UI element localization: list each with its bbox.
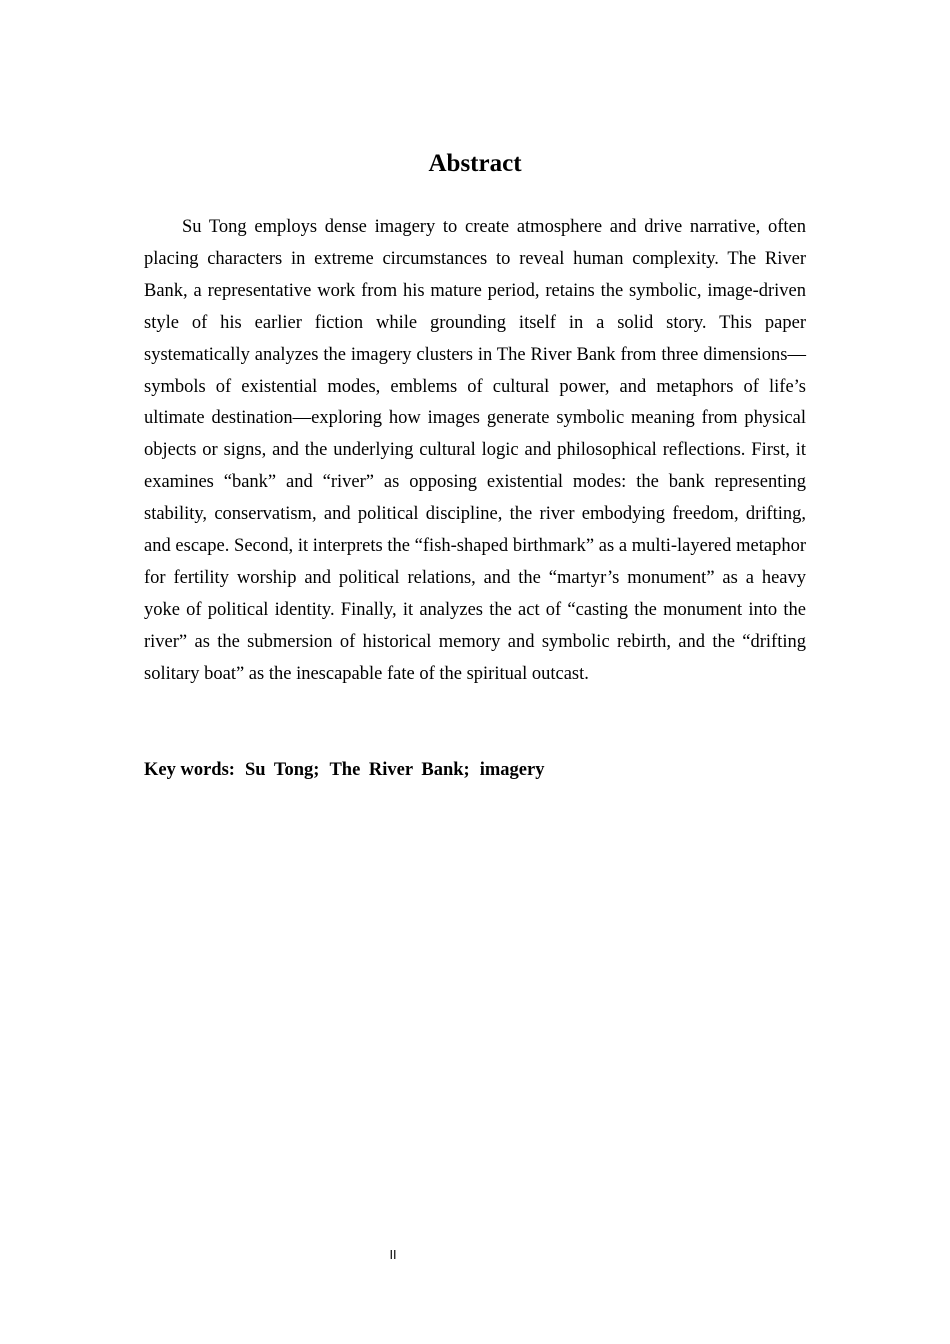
keyword-item: Su Tong	[244, 760, 314, 780]
keyword-separator: ;	[463, 760, 470, 780]
keywords-line	[144, 756, 806, 784]
keyword-item: imagery	[479, 760, 545, 780]
keyword-separator: ;	[313, 760, 320, 780]
abstract-title: Abstract	[428, 150, 522, 177]
keywords-label: Key words:	[144, 760, 235, 780]
abstract-body: Su Tong employs dense imagery to create atmosphere and drive narrative, often placing characters in extreme circumstances to reveal human complexity. The River Bank, a representative work from his mature period, retains the symbolic, image-driven style of his earlier fiction while grounding itself in a solid story. This paper systematically analyzes the imagery clusters in The River Bank from three dimensions—symbols of existential modes, emblems of cultural power, and metaphors of life’s ultimate destination—exploring how images generate symbolic meaning from physical objects or signs, and the underlying cultural logic and philosophical reflections. First, it examines “bank” and “river” as opposing existential modes: the bank representing stability, conservatism, and political discipline, the river embodying freedom, drifting, and escape. Second, it interprets the “fish-shaped birthmark” as a multi-layered metaphor for fertility worship and political relations, and the “martyr’s monument” as a heavy yoke of political identity. Finally, it analyzes the act of “casting the monument into the river” as the submersion of historical memory and symbolic rebirth, and the “drifting solitary boat” as the inescapable fate of the spiritual outcast.	[144, 217, 806, 684]
page-number: II	[389, 1248, 397, 1262]
keyword-item: The River Bank	[329, 760, 464, 780]
